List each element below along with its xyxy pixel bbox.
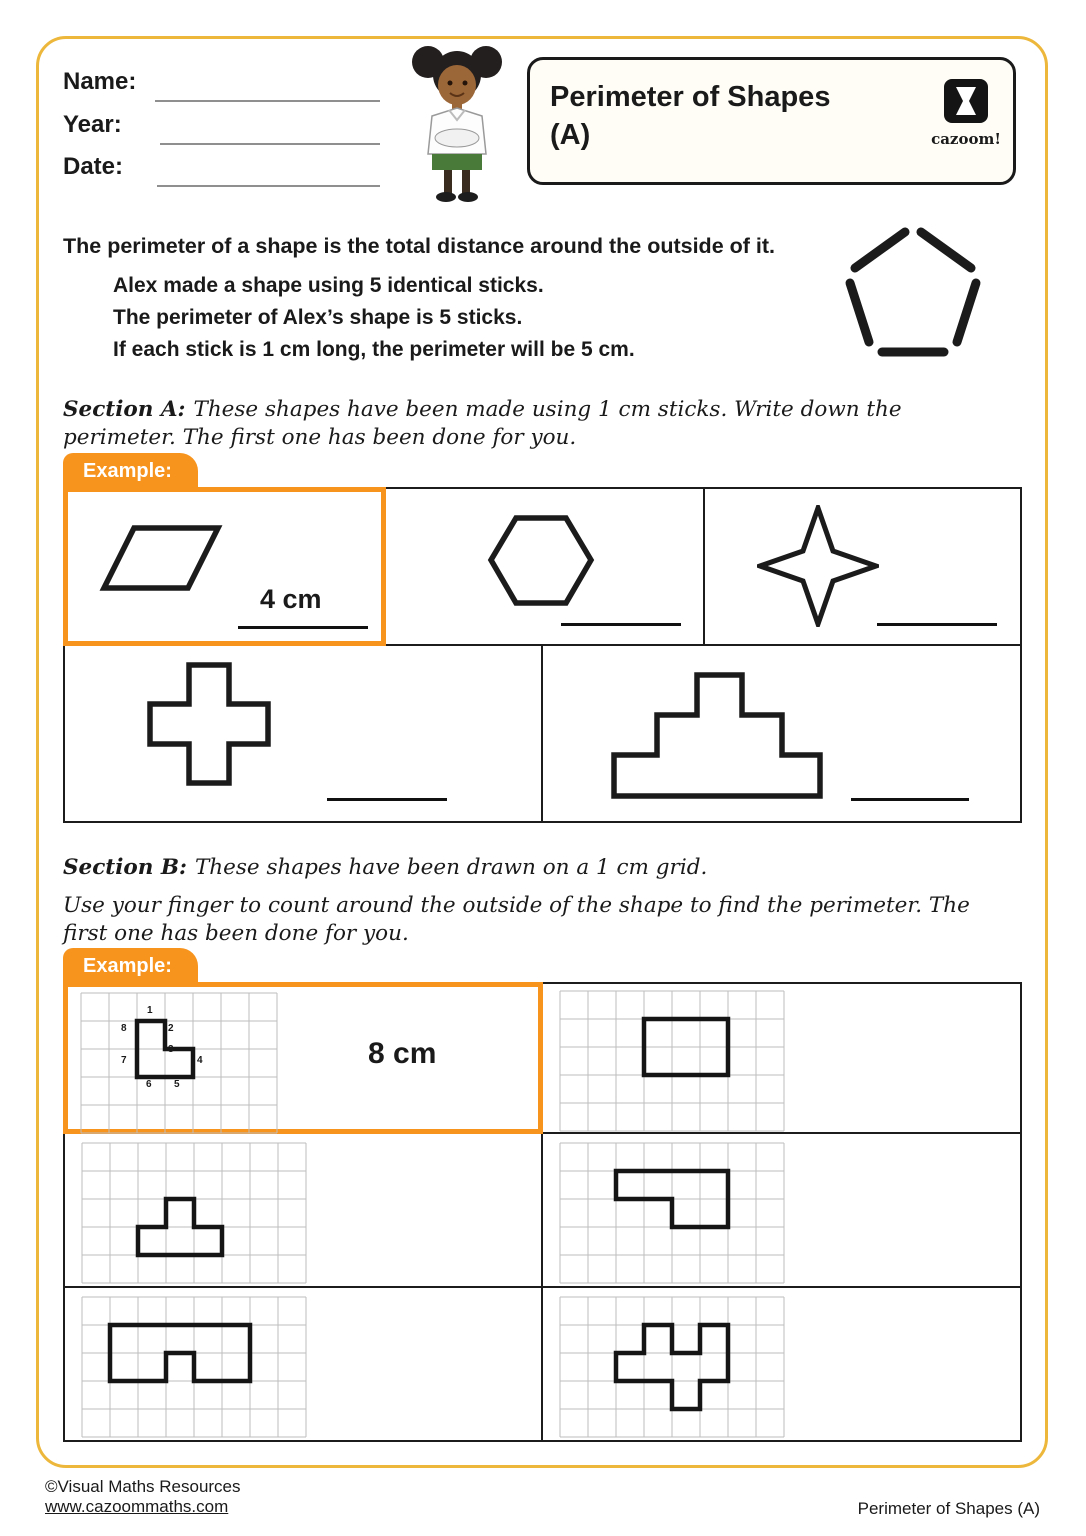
cell-a-hexagon (384, 487, 705, 646)
cell-a-steps (541, 644, 1022, 823)
grid-shape-t-step (79, 1140, 309, 1286)
section-b-table (63, 982, 1022, 1442)
cell-b-u-shape (63, 1286, 543, 1442)
cell-a-cross (63, 644, 543, 823)
example-answer-a: 4 cm (260, 584, 322, 614)
cazoom-logo (931, 78, 1001, 148)
footer-credit (45, 1477, 241, 1517)
intro-line-1: The perimeter of a shape is the total distance around the outside of it. (63, 234, 775, 258)
cell-b-l-shape (541, 1132, 1022, 1288)
cell-b-zigzag-shape (541, 1286, 1022, 1442)
four-point-star-shape (757, 505, 879, 627)
answer-blank[interactable] (851, 798, 969, 801)
section-a-heading: Section A: (63, 397, 186, 422)
intro-line-3: The perimeter of Alex’s shape is 5 sticks. (113, 306, 523, 329)
cell-b-rectangle (541, 982, 1022, 1134)
website-link[interactable]: www.cazoommaths.com (45, 1497, 229, 1516)
edge-count-label: 3 (168, 1044, 174, 1055)
section-a-example-tab: Example: (63, 453, 198, 489)
cross-shape (147, 662, 271, 786)
grid-shape-l-rectangle (557, 1140, 787, 1286)
edge-count-label: 4 (197, 1055, 203, 1066)
edge-count-label: 6 (146, 1079, 152, 1090)
section-b-heading: Section B: (63, 855, 187, 880)
cell-b-t-shape (63, 1132, 543, 1288)
worksheet-title-box (527, 57, 1016, 185)
edge-count-label: 7 (121, 1055, 127, 1066)
year-input-line[interactable] (160, 143, 380, 145)
intro-line-2: Alex made a shape using 5 identical sticks. (113, 274, 544, 297)
edge-count-label: 8 (121, 1023, 127, 1034)
date-input-line[interactable] (157, 185, 380, 187)
section-b-heading-line: Section B: These shapes have been drawn on a 1 cm grid. (63, 855, 708, 880)
section-b-example-tab: Example: (63, 948, 198, 984)
edge-count-label: 1 (147, 1005, 153, 1016)
example-answer-b: 8 cm (368, 1037, 437, 1070)
parallelogram-shape (96, 520, 226, 595)
cazoom-logo-icon (943, 78, 989, 124)
cell-a-star (703, 487, 1022, 646)
answer-blank[interactable] (561, 623, 681, 626)
edge-count-label: 2 (168, 1023, 174, 1034)
section-a-instructions: Section A: These shapes have been made using 1 cm sticks. Write down the perimeter. The first one has been done for you. (63, 397, 902, 450)
step-pyramid-shape (611, 672, 823, 799)
grid-shape-zigzag (557, 1294, 787, 1440)
grid-shape-l-tromino (78, 990, 280, 1136)
date-label: Date: (63, 153, 124, 180)
grid-shape-u-notch (79, 1294, 309, 1440)
cell-b-example (63, 982, 543, 1134)
name-input-line[interactable] (155, 100, 380, 102)
cazoom-logo-text: cazoom! (931, 130, 1001, 148)
section-b-instructions: Use your finger to count around the outside of the shape to find the perimeter. The first one has been done for you. (63, 893, 970, 946)
answer-blank[interactable] (877, 623, 997, 626)
name-label: Name: (63, 68, 137, 95)
grid-shape-rectangle (557, 988, 787, 1134)
section-a-table (63, 487, 1022, 823)
hexagon-shape (486, 513, 596, 608)
cell-a-example (63, 487, 386, 646)
answer-blank[interactable] (327, 798, 447, 801)
year-label: Year: (63, 111, 122, 138)
footer-worksheet-name: Perimeter of Shapes (A) (857, 1499, 1040, 1518)
intro-line-4: If each stick is 1 cm long, the perimeter will be 5 cm. (113, 338, 635, 361)
edge-count-label: 5 (174, 1079, 180, 1090)
student-cartoon-illustration (398, 42, 516, 204)
page-title: Perimeter of Shapes (A) (550, 81, 831, 151)
copyright-text: ©Visual Maths Resources (45, 1477, 241, 1496)
pentagon-sticks-illustration (838, 218, 988, 368)
answer-blank[interactable] (238, 626, 368, 629)
